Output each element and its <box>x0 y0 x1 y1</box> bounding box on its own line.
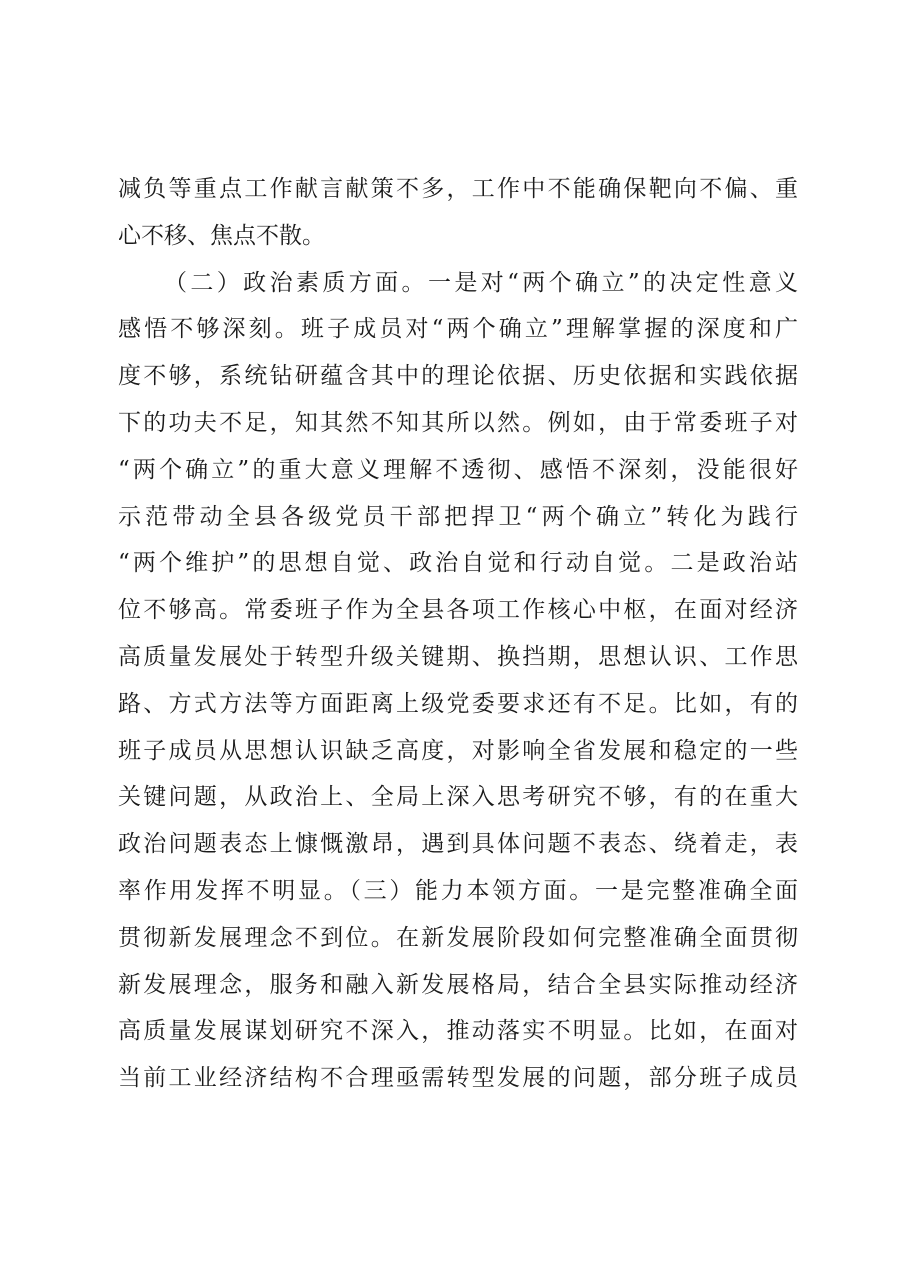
text-line: 高质量发展处于转型升级关键期、换挡期，思想认识、工作思 <box>118 643 798 670</box>
text-line: “两个确立”的重大意义理解不透彻、感悟不深刻，没能很好 <box>118 456 798 483</box>
text-line: 当前工业经济结构不合理亟需转型发展的问题，部分班子成员 <box>118 1065 798 1092</box>
text-line: 示范带动全县各级党员干部把捍卫“两个确立”转化为践行 <box>118 503 798 530</box>
text-line: 高质量发展谋划研究不深入，推动落实不明显。比如，在面对 <box>118 1018 798 1045</box>
text-line: 率作用发挥不明显。（三）能力本领方面。一是完整准确全面 <box>118 877 798 904</box>
text-line: 减负等重点工作献言献策不多，工作中不能确保靶向不偏、重 <box>118 176 798 202</box>
text-line: 贯彻新发展理念不到位。在新发展阶段如何完整准确全面贯彻 <box>118 924 798 951</box>
text-line: 位不够高。常委班子作为全县各项工作核心中枢，在面对经济 <box>118 597 798 624</box>
text-line: 感悟不够深刻。班子成员对“两个确立”理解掌握的深度和广 <box>118 316 798 343</box>
text-line: 班子成员从思想认识缺乏高度，对影响全省发展和稳定的一些 <box>118 737 798 764</box>
text-line: 政治问题表态上慷慨激昂，遇到具体问题不表态、绕着走，表 <box>118 831 798 858</box>
text-line: 下的功夫不足，知其然不知其所以然。例如，由于常委班子对 <box>118 409 798 436</box>
text-line: （二）政治素质方面。一是对“两个确立”的决定性意义 <box>164 269 798 296</box>
text-line: 路、方式方法等方面距离上级党委要求还有不足。比如，有的 <box>118 690 798 717</box>
text-line: 关键问题，从政治上、全局上深入思考研究不够，有的在重大 <box>118 784 798 811</box>
text-line: “两个维护”的思想自觉、政治自觉和行动自觉。二是政治站 <box>118 550 798 577</box>
text-line: 心不移、焦点不散。 <box>118 222 325 249</box>
text-line: 度不够，系统钻研蕴含其中的理论依据、历史依据和实践依据 <box>118 363 798 390</box>
text-line: 新发展理念，服务和融入新发展格局，结合全县实际推动经济 <box>118 971 798 998</box>
body-text <box>118 166 798 1102</box>
